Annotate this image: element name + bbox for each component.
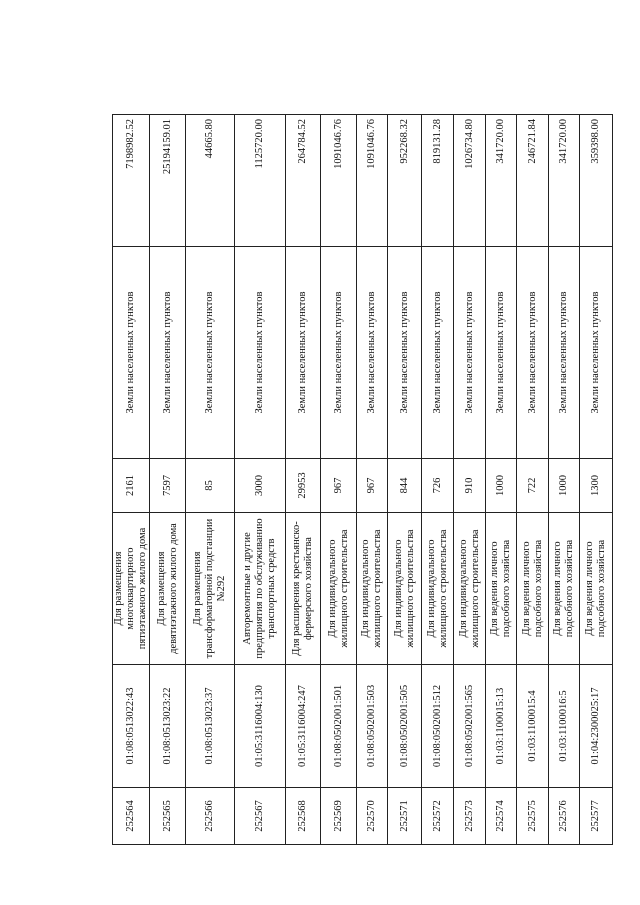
cell-id: 252564 [113, 788, 150, 845]
cell-id: 252567 [235, 788, 286, 845]
cell-area: 2161 [113, 459, 150, 513]
cell-area: 7597 [150, 459, 186, 513]
cell-id: 252566 [186, 788, 235, 845]
cell-purpose: Для ведения личного подсобного хозяйства [486, 513, 517, 665]
cell-id: 252575 [517, 788, 549, 845]
cell-id: 252577 [580, 788, 613, 845]
cell-area: 967 [321, 459, 357, 513]
cell-cadastral: 01:03:1100015:13 [486, 665, 517, 788]
cell-purpose: Для ведения личного подсобного хозяйства [549, 513, 580, 665]
cell-id: 252568 [286, 788, 321, 845]
cell-id: 252574 [486, 788, 517, 845]
table-row [321, 115, 357, 845]
cell-category: Земли населенных пунктов [357, 247, 388, 459]
cell-value: 1026734.80 [454, 115, 486, 247]
cell-category: Земли населенных пунктов [321, 247, 357, 459]
cell-value: 7198982.52 [113, 115, 150, 247]
cell-category: Земли населенных пунктов [580, 247, 613, 459]
cell-area: 910 [454, 459, 486, 513]
table-row [517, 115, 549, 845]
cell-cadastral: 01:05:3116004:247 [286, 665, 321, 788]
cell-value: 341720.00 [486, 115, 517, 247]
cell-value: 359398.00 [580, 115, 613, 247]
cell-category: Земли населенных пунктов [286, 247, 321, 459]
cell-cadastral: 01:03:1100016:5 [549, 665, 580, 788]
table-row [486, 115, 517, 845]
cell-area: 726 [422, 459, 454, 513]
cell-category: Земли населенных пунктов [422, 247, 454, 459]
cell-purpose: Авторемонтные и другие предприятия по обслуживанию транспортных средств [235, 513, 286, 665]
cell-purpose: Для индивидуального жилищного строительства [422, 513, 454, 665]
cell-cadastral: 01:08:0502001:501 [321, 665, 357, 788]
table-row [113, 115, 150, 845]
cell-purpose: Для ведения личного подсобного хозяйства [580, 513, 613, 665]
cell-cadastral: 01:04:2300025:17 [580, 665, 613, 788]
cell-area: 722 [517, 459, 549, 513]
table-row [549, 115, 580, 845]
cell-purpose: Для индивидуального жилищного строительства [454, 513, 486, 665]
cell-area: 29953 [286, 459, 321, 513]
land-plots-table [112, 114, 613, 845]
table-body [113, 115, 613, 845]
cell-area: 844 [388, 459, 422, 513]
cell-category: Земли населенных пунктов [388, 247, 422, 459]
cell-cadastral: 01:08:0502001:565 [454, 665, 486, 788]
cell-value: 1091046.76 [357, 115, 388, 247]
rotated-table-container [112, 115, 607, 845]
cell-purpose: Для индивидуального жилищного строительства [357, 513, 388, 665]
cell-cadastral: 01:08:0513023:22 [150, 665, 186, 788]
cell-id: 252570 [357, 788, 388, 845]
table-row [422, 115, 454, 845]
table-row [235, 115, 286, 845]
cell-area: 1000 [549, 459, 580, 513]
cell-purpose: Для размещения многоквартирного пятиэтажного жилого дома [113, 513, 150, 665]
cell-id: 252565 [150, 788, 186, 845]
cell-cadastral: 01:08:0502001:505 [388, 665, 422, 788]
cell-value: 1091046.76 [321, 115, 357, 247]
cell-value: 44665.80 [186, 115, 235, 247]
cell-purpose: Для размещения трансформаторной подстанции №292 [186, 513, 235, 665]
table-row [150, 115, 186, 845]
cell-cadastral: 01:08:0502001:503 [357, 665, 388, 788]
table-row [357, 115, 388, 845]
cell-value: 819131.28 [422, 115, 454, 247]
cell-category: Земли населенных пунктов [486, 247, 517, 459]
cell-purpose: Для индивидуального жилищного строительства [321, 513, 357, 665]
cell-category: Земли населенных пунктов [186, 247, 235, 459]
cell-area: 1000 [486, 459, 517, 513]
cell-purpose: Для расширения крестьянско-фермерского хозяйства [286, 513, 321, 665]
cell-cadastral: 01:08:0502001:512 [422, 665, 454, 788]
cell-area: 3000 [235, 459, 286, 513]
cell-value: 246721.84 [517, 115, 549, 247]
table-row [454, 115, 486, 845]
cell-cadastral: 01:03:1100015:4 [517, 665, 549, 788]
cell-id: 252573 [454, 788, 486, 845]
cell-purpose: Для ведения личного подсобного хозяйства [517, 513, 549, 665]
table-row [388, 115, 422, 845]
cell-value: 25194159.01 [150, 115, 186, 247]
cell-area: 1300 [580, 459, 613, 513]
cell-category: Земли населенных пунктов [549, 247, 580, 459]
cell-cadastral: 01:08:0513022:43 [113, 665, 150, 788]
table-row [186, 115, 235, 845]
cell-id: 252576 [549, 788, 580, 845]
cell-id: 252571 [388, 788, 422, 845]
cell-id: 252569 [321, 788, 357, 845]
cell-category: Земли населенных пунктов [517, 247, 549, 459]
table-row [286, 115, 321, 845]
cell-value: 341720.00 [549, 115, 580, 247]
cell-category: Земли населенных пунктов [454, 247, 486, 459]
cell-purpose: Для размещения девятиэтажного жилого дома [150, 513, 186, 665]
cell-value: 1125720.00 [235, 115, 286, 247]
cell-category: Земли населенных пунктов [235, 247, 286, 459]
cell-cadastral: 01:05:3116004:130 [235, 665, 286, 788]
cell-purpose: Для индивидуального жилищного строительства [388, 513, 422, 665]
cell-value: 264784.52 [286, 115, 321, 247]
cell-value: 952268.32 [388, 115, 422, 247]
cell-category: Земли населенных пунктов [113, 247, 150, 459]
cell-area: 85 [186, 459, 235, 513]
table-row [580, 115, 613, 845]
cell-category: Земли населенных пунктов [150, 247, 186, 459]
cell-cadastral: 01:08:0513023:37 [186, 665, 235, 788]
cell-area: 967 [357, 459, 388, 513]
cell-id: 252572 [422, 788, 454, 845]
